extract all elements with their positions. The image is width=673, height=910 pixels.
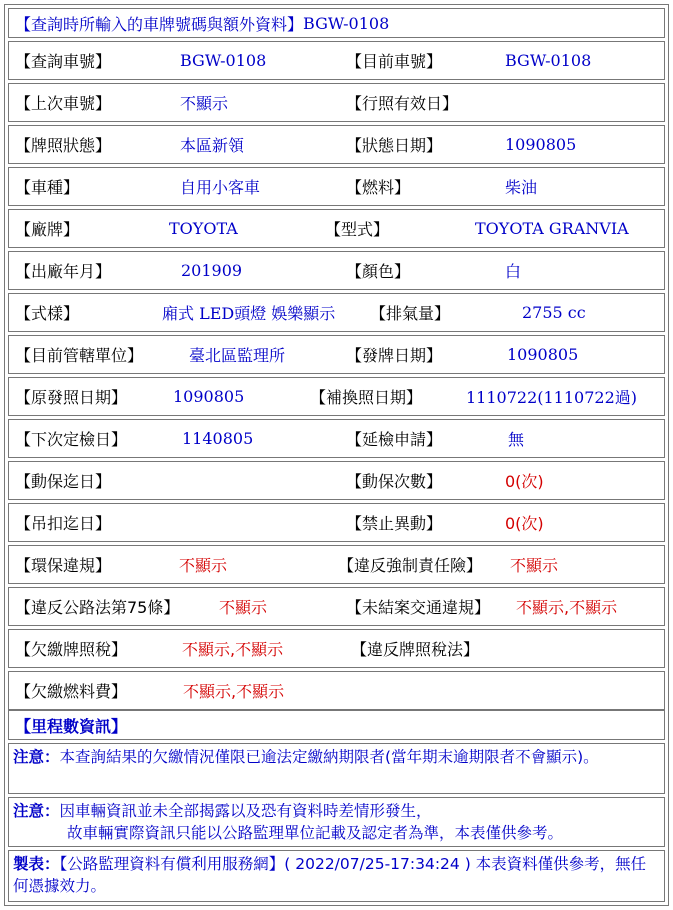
- field-value: 不顯示: [219, 598, 268, 617]
- field-label: 【牌照狀態】: [15, 136, 112, 155]
- info-row: [8, 587, 665, 626]
- info-row: [8, 251, 665, 290]
- info-row: [8, 629, 665, 668]
- field-label: 【發牌日期】: [346, 346, 443, 365]
- field-label: 【違反強制責任險】: [338, 556, 483, 575]
- info-row: [8, 419, 665, 458]
- field-label: 【目前車號】: [346, 52, 443, 71]
- field-label: 【型式】: [325, 220, 390, 239]
- field-value: 臺北區監理所: [189, 346, 286, 365]
- field-value: 自用小客車: [180, 178, 261, 197]
- field-value: 2755 cc: [522, 303, 586, 322]
- field-label: 【狀態日期】: [346, 136, 443, 155]
- field-label: 【行照有效日】: [346, 94, 459, 113]
- field-value: 廂式 LED頭燈 娛樂顯示: [162, 304, 336, 323]
- field-value: TOYOTA GRANVIA: [475, 219, 629, 238]
- field-label: 【廠牌】: [15, 220, 80, 239]
- field-value: 本區新領: [180, 136, 245, 155]
- field-value: 柴油: [505, 178, 538, 197]
- header-plate: BGW-0108: [303, 13, 390, 33]
- info-row: [8, 335, 665, 374]
- field-label: 【補換照日期】: [310, 388, 423, 407]
- info-row: [8, 125, 665, 164]
- field-value: 1090805: [173, 387, 245, 406]
- field-label: 【吊扣迄日】: [15, 514, 112, 533]
- info-row: [8, 83, 665, 122]
- field-value: BGW-0108: [505, 51, 592, 70]
- field-label: 【動保次數】: [346, 472, 443, 491]
- field-label: 【環保違規】: [15, 556, 112, 575]
- field-label: 【排氣量】: [370, 304, 451, 323]
- field-label: 【下次定檢日】: [15, 430, 128, 449]
- field-label: 【顏色】: [346, 262, 411, 281]
- info-row: [8, 545, 665, 584]
- info-row: [8, 377, 665, 416]
- field-value: 不顯示,不顯示: [182, 640, 284, 659]
- field-value: 201909: [181, 261, 243, 280]
- info-row: [8, 461, 665, 500]
- field-label: 【違反牌照稅法】: [351, 640, 480, 659]
- field-label: 【式樣】: [15, 304, 80, 323]
- field-value: 1140805: [182, 429, 254, 448]
- report-footer: [8, 850, 665, 902]
- note-overdue-text: 本查詢結果的欠繳情況僅限已逾法定繳納期限者(當年期末逾期限者不會顯示)。: [59, 748, 599, 766]
- field-label: 【動保迄日】: [15, 472, 112, 491]
- info-row: [8, 41, 665, 80]
- footer-label: 製表：: [13, 855, 60, 873]
- mileage-section: [8, 710, 665, 740]
- field-value: 白: [505, 262, 522, 281]
- note-overdue: [8, 743, 665, 794]
- field-label: 【目前管轄單位】: [15, 346, 144, 365]
- info-row: [8, 167, 665, 206]
- field-label: 【禁止異動】: [346, 514, 443, 533]
- field-label: 【未結案交通違規】: [346, 598, 491, 617]
- mileage-label: 【里程數資訊】: [15, 716, 128, 736]
- info-row: [8, 293, 665, 332]
- field-value: 0(次): [505, 514, 544, 533]
- field-label: 【燃料】: [346, 178, 411, 197]
- field-value: 1110722(1110722過): [466, 388, 638, 407]
- field-label: 【查詢車號】: [15, 52, 112, 71]
- report-header: [8, 8, 665, 38]
- field-label: 【上次車號】: [15, 94, 112, 113]
- info-row: [8, 209, 665, 248]
- field-value: 1090805: [507, 345, 579, 364]
- note-disclaimer-line1: 因車輛資訊並未全部揭露以及恐有資料時差情形發生，: [59, 802, 432, 820]
- field-value: 0(次): [505, 472, 544, 491]
- field-label: 【欠繳燃料費】: [15, 682, 128, 701]
- field-label: 【違反公路法第75條】: [15, 598, 180, 617]
- field-value: 不顯示: [510, 556, 559, 575]
- note-disclaimer-label: 注意：: [13, 802, 60, 820]
- field-value: 不顯示: [179, 556, 228, 575]
- field-value: 無: [508, 430, 525, 449]
- field-label: 【車種】: [15, 178, 80, 197]
- field-value: TOYOTA: [169, 219, 238, 238]
- field-label: 【出廠年月】: [15, 262, 112, 281]
- field-value: 不顯示: [180, 94, 229, 113]
- field-value: 不顯示,不顯示: [516, 598, 618, 617]
- footer-text: 【公路監理資料有償利用服務網】( 2022/07/25-17:34:24 ) 本表資料僅供參考，無任何憑據效力。: [13, 855, 647, 895]
- field-label: 【欠繳牌照稅】: [15, 640, 128, 659]
- info-row: [8, 503, 665, 542]
- header-label: 【查詢時所輸入的車牌號碼與額外資料】: [15, 14, 304, 34]
- info-row: [8, 671, 665, 710]
- field-value: 不顯示,不顯示: [183, 682, 285, 701]
- field-label: 【延檢申請】: [346, 430, 443, 449]
- note-overdue-label: 注意：: [13, 748, 60, 766]
- field-label: 【原發照日期】: [15, 388, 128, 407]
- vehicle-report: [4, 4, 669, 906]
- field-value: BGW-0108: [180, 51, 267, 70]
- note-disclaimer-line2: 故車輛實際資訊只能以公路監理單位記載及認定者為準，本表僅供參考。: [67, 824, 564, 842]
- note-disclaimer: [8, 797, 665, 847]
- field-value: 1090805: [505, 135, 577, 154]
